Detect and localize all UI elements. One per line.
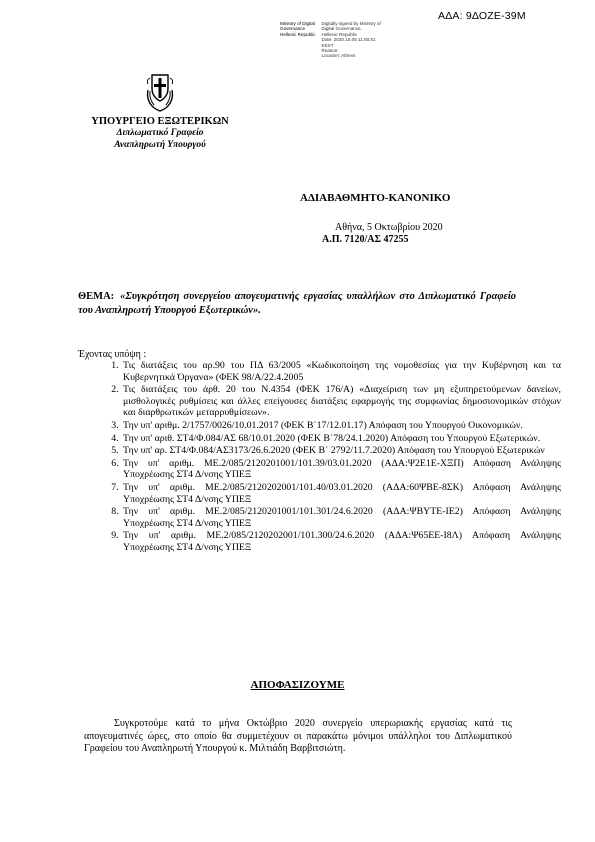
signature-line: Hellenic Republic [280, 31, 316, 37]
signature-line: Location: Athens [321, 53, 356, 59]
signature-line: Hellenic Republic [321, 31, 357, 37]
signature-line: EEST [321, 42, 334, 48]
ministry-name: ΥΠΟΥΡΓΕΙΟ ΕΞΩΤΕΡΙΚΩΝ [91, 116, 229, 127]
digital-signature-block [280, 21, 381, 59]
decision-heading: ΑΠΟΦΑΣΙΖΟΥΜΕ [250, 679, 345, 691]
list-item: 3. Την υπ' αριθμ. 2/1757/0026/10.01.2017 (ΦΕΚ Β΄17/12.01.17) Απόφαση του Υπουργού Οικονομικών. [121, 420, 561, 432]
list-item: 1. Τις διατάξεις του αρ.90 του ΠΔ 63/2005 «Κωδικοποίηση της νομοθεσίας για την Κυβέρνηση και τα Κυβερνητικά Όργανα» (ΦΕΚ 98/Α/22.4.2005 [121, 360, 561, 383]
signature-left [280, 21, 316, 59]
signature-right [322, 21, 381, 59]
list-item: 7. Την υπ' αριθμ. ΜΕ.2/085/2120202001/101.40/03.01.2020 (ΑΔΑ:60ΨΒΕ-8ΣΚ) Απόφαση Ανάληψης Υποχρέωσης ΣΤ4 Δ/νσης ΥΠΕΞ [121, 482, 561, 505]
list-item: 6. Την υπ' αριθμ. ΜΕ.2/085/2120201001/101.39/03.01.2020 (ΑΔΑ:Ψ2Ε1Ε-ΧΞΠ) Απόφαση Ανάληψης Υποχρέωσης ΣΤ4 Δ/νσης ΥΠΕΞ [121, 458, 561, 481]
signature-line: Digitally signed by Ministry of [321, 21, 381, 26]
list-item: 5. Την υπ' αρ. ΣΤ4/Φ.084/ΑΣ3173/26.6.2020 (ΦΕΚ Β΄ 2792/11.7.2020) Απόφαση του Υπουργού Εξωτερικών [121, 445, 561, 457]
decision-paragraph: Συγκροτούμε κατά το μήνα Οκτώβριο 2020 συνεργείο υπερωριακής εργασίας κατά τις απογευματινές ώρες, στο οποίο θα συμμετέχουν οι παρακάτω μόνιμοι υπάλληλοι του Διπλωματικού Γραφείου του Αναπληρωτή Υπουργού κ. Μιλτιάδη Βαρβιτσιώτη. [84, 718, 512, 755]
place-date: Αθήνα, 5 Οκτωβρίου 2020 [335, 222, 443, 233]
signature-line: Reason: [321, 48, 339, 54]
list-item: 4. Την υπ' αριθ. ΣΤ4/Φ.084/ΑΣ 68/10.01.2020 (ΦΕΚ Β΄78/24.1.2020) Απόφαση του Υπουργού Εξωτερικών. [121, 433, 561, 445]
protocol-number: Α.Π. 7120/ΑΣ 47255 [322, 234, 409, 245]
considering-list [78, 360, 561, 555]
list-item: 8. Την υπ' αριθμ. ΜΕ.2/085/2120201001/101.301/24.6.2020 (ΑΔΑ:ΨΒΥΤΕ-ΙΕ2) Απόφαση Ανάληψης Υποχρέωσης ΣΤ4 Δ/νσης ΥΠΕΞ [121, 506, 561, 529]
signature-line: Date: 2020.10.05 11:50:51 [321, 37, 376, 43]
signature-line: Ministry of Digital [280, 21, 315, 26]
considering-label: Έχοντας υπόψη : [78, 349, 147, 360]
signature-line: Digital Governance, [321, 26, 362, 32]
list-item: 2. Τις διατάξεις του άρθ. 20 του Ν.4354 (ΦΕΚ 176/Α) «Διαχείριση των μη εξυπηρετούμενων δανείων, μισθολογικές ρυθμίσεις και άλλες επείγουσες διατάξεις εφαρμογής της συμφωνίας δημοσιονομικών στόχων και διαρθρωτικών μεταρρυθμίσεων». [121, 384, 561, 419]
subject-label: ΘΕΜΑ: [78, 291, 115, 302]
ministry-header [70, 116, 250, 151]
signature-line: Governance [280, 26, 306, 32]
ada-code: ΑΔΑ: 9ΔΟΖΕ-39Μ [438, 10, 526, 22]
subject-block [78, 290, 516, 318]
deputy-minister: Αναπληρωτή Υπουργού [114, 140, 206, 150]
coat-of-arms-icon [143, 70, 177, 112]
classification: ΑΔΙΑΒΑΘΜΗΤΟ-ΚΑΝΟΝΙΚΟ [300, 192, 451, 204]
list-item: 9. Την υπ' αριθμ. ΜΕ.2/085/2120202001/101.300/24.6.2020 (ΑΔΑ:Ψ65ΕΕ-Ι8Λ) Απόφαση Ανάληψης Υποχρέωσης ΣΤ4 Δ/νσης ΥΠΕΞ [121, 530, 561, 553]
subject-text: «Συγκρότηση συνεργείου απογευματινής εργασίας υπαλλήλων στο Διπλωματικό Γραφείο του Αναπληρωτή Υπουργού Εξωτερικών». [78, 291, 516, 316]
office-name: Διπλωματικό Γραφείο [116, 128, 204, 138]
